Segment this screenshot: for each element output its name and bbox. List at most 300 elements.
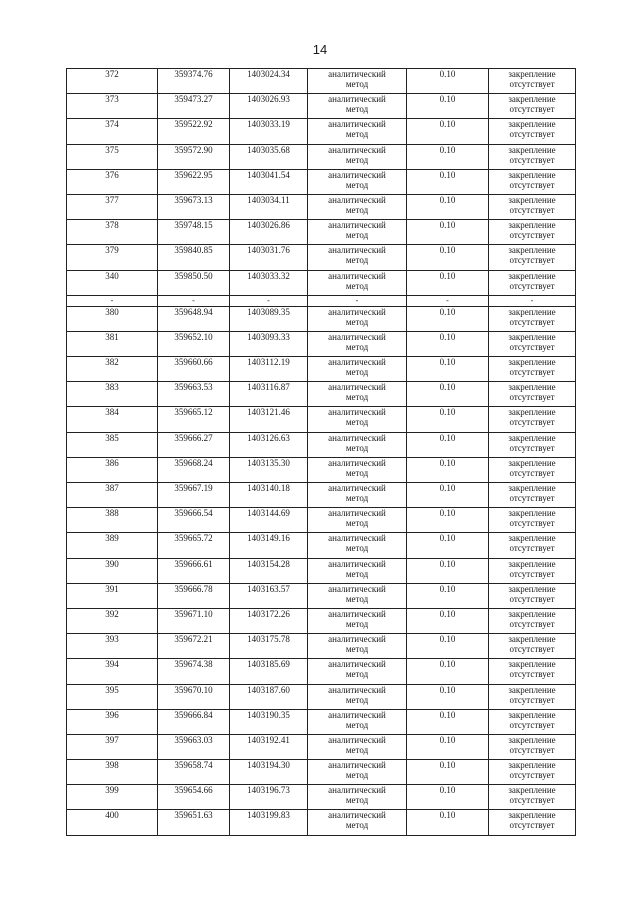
note-line: закрепление (508, 684, 556, 695)
method-cell (308, 432, 407, 457)
fixation-note-cell (489, 457, 576, 482)
table-row (67, 508, 576, 533)
method-line: аналитический (328, 357, 386, 368)
note-line: закрепление (508, 483, 556, 493)
table-row (67, 634, 576, 659)
fixation-note-cell (489, 483, 576, 508)
coord-x-cell: 359673.13 (158, 194, 230, 219)
fixation-note-cell (489, 331, 576, 356)
coord-x-cell: 359622.95 (158, 169, 230, 194)
point-number-cell: 395 (67, 684, 158, 709)
accuracy-cell: 0.10 (407, 69, 489, 94)
method-line: аналитический (328, 483, 386, 493)
note-line: закрепление (508, 659, 556, 670)
coord-y-cell: 1403175.78 (230, 634, 308, 659)
fixation-note-cell (489, 508, 576, 533)
note-line: отсутствует (509, 618, 555, 629)
fixation-note-cell (489, 608, 576, 633)
point-number-cell: 390 (67, 558, 158, 583)
point-number-cell: 372 (67, 69, 158, 94)
note-line: закрепление (508, 382, 556, 393)
fixation-note-cell (489, 558, 576, 583)
table-row (67, 760, 576, 785)
method-line: метод (345, 593, 369, 604)
method-line: аналитический (328, 760, 386, 771)
accuracy-cell: 0.10 (407, 508, 489, 533)
page-number: 14 (312, 42, 328, 57)
note-line: отсутствует (509, 744, 555, 755)
table-row (67, 194, 576, 219)
method-line: метод (345, 568, 369, 579)
note-line: отсутствует (509, 280, 555, 291)
method-line: метод (345, 367, 369, 378)
coord-x-cell: 359665.12 (158, 407, 230, 432)
table-row (67, 306, 576, 331)
accuracy-cell: 0.10 (407, 357, 489, 382)
note-line: закрепление (508, 634, 556, 645)
point-number-cell: 388 (67, 508, 158, 533)
note-line: отсутствует (509, 593, 555, 604)
accuracy-cell: 0.10 (407, 634, 489, 659)
method-line: метод (345, 694, 369, 705)
method-line: метод (345, 467, 369, 478)
note-line: закрепление (508, 508, 556, 519)
method-line: метод (345, 104, 369, 115)
accuracy-cell: 0.10 (407, 810, 489, 835)
coord-y-cell: 1403163.57 (230, 583, 308, 608)
table-row (67, 483, 576, 508)
method-line: метод (345, 719, 369, 730)
method-cell (308, 684, 407, 709)
method-cell (308, 407, 407, 432)
fixation-note-cell (489, 407, 576, 432)
table-row (67, 684, 576, 709)
point-number-cell: 398 (67, 760, 158, 785)
point-number-cell: 383 (67, 382, 158, 407)
method-line: метод (345, 669, 369, 680)
note-line: закрепление (508, 457, 556, 468)
coord-x-cell: 359658.74 (158, 760, 230, 785)
coord-x-cell: 359522.92 (158, 119, 230, 144)
note-line: отсутствует (509, 669, 555, 680)
coord-y-cell: 1403144.69 (230, 508, 308, 533)
coord-x-cell: 359666.78 (158, 583, 230, 608)
accuracy-cell: 0.10 (407, 608, 489, 633)
accuracy-cell: 0.10 (407, 684, 489, 709)
accuracy-cell: 0.10 (407, 785, 489, 810)
point-number-cell: 393 (67, 634, 158, 659)
note-line: закрепление (508, 245, 556, 256)
point-number-cell: 375 (67, 144, 158, 169)
method-cell (308, 194, 407, 219)
note-line: отсутствует (509, 204, 555, 215)
note-line: отсутствует (509, 770, 555, 781)
coord-y-cell: 1403035.68 (230, 144, 308, 169)
method-line: аналитический (328, 533, 386, 544)
accuracy-cell: 0.10 (407, 144, 489, 169)
fixation-note-cell (489, 684, 576, 709)
method-line: аналитический (328, 270, 386, 281)
note-line: отсутствует (509, 568, 555, 579)
point-number-cell: 376 (67, 169, 158, 194)
point-number-cell: 396 (67, 709, 158, 734)
accuracy-cell: 0.10 (407, 119, 489, 144)
point-number-cell: 400 (67, 810, 158, 835)
table-row (67, 608, 576, 633)
note-line: отсутствует (509, 104, 555, 115)
accuracy-cell: 0.10 (407, 760, 489, 785)
method-line: аналитический (328, 608, 386, 619)
fixation-note-cell (489, 357, 576, 382)
note-line: отсутствует (509, 129, 555, 140)
fixation-note-cell (489, 295, 576, 306)
method-line: аналитический (328, 306, 386, 317)
table-row (67, 810, 576, 835)
coord-y-cell: - (230, 295, 308, 306)
method-cell (308, 94, 407, 119)
coord-x-cell: 359672.21 (158, 634, 230, 659)
coord-y-cell: 1403194.30 (230, 760, 308, 785)
accuracy-cell: 0.10 (407, 306, 489, 331)
method-line: метод (345, 770, 369, 781)
note-line: закрепление (508, 407, 556, 418)
table-row (67, 583, 576, 608)
coord-x-cell: 359748.15 (158, 220, 230, 245)
point-number-cell: 389 (67, 533, 158, 558)
accuracy-cell: 0.10 (407, 331, 489, 356)
coord-x-cell: 359840.85 (158, 245, 230, 270)
coordinates-table (66, 68, 576, 836)
note-line: отсутствует (509, 719, 555, 730)
fixation-note-cell (489, 432, 576, 457)
fixation-note-cell (489, 634, 576, 659)
fixation-note-cell (489, 785, 576, 810)
note-line: закрепление (508, 533, 556, 544)
accuracy-cell: 0.10 (407, 659, 489, 684)
accuracy-cell: 0.10 (407, 583, 489, 608)
coord-y-cell: 1403187.60 (230, 684, 308, 709)
method-cell (308, 508, 407, 533)
method-line: аналитический (328, 432, 386, 443)
table-row (67, 709, 576, 734)
note-line: отсутствует (509, 820, 555, 831)
fixation-note-cell (489, 144, 576, 169)
fixation-note-cell (489, 533, 576, 558)
method-line: аналитический (328, 457, 386, 468)
coord-x-cell: 359374.76 (158, 69, 230, 94)
coord-x-cell: 359663.03 (158, 734, 230, 759)
coord-x-cell: 359663.53 (158, 382, 230, 407)
coord-y-cell: 1403034.11 (230, 194, 308, 219)
point-number-cell: 374 (67, 119, 158, 144)
coord-x-cell: 359670.10 (158, 684, 230, 709)
coord-y-cell: 1403112.19 (230, 357, 308, 382)
coord-x-cell: 359671.10 (158, 608, 230, 633)
method-line: метод (345, 392, 369, 403)
coord-x-cell: 359651.63 (158, 810, 230, 835)
note-line: закрепление (508, 432, 556, 443)
point-number-cell: 379 (67, 245, 158, 270)
coord-y-cell: 1403149.16 (230, 533, 308, 558)
table-row (67, 785, 576, 810)
coord-x-cell: 359666.27 (158, 432, 230, 457)
point-number-cell: 386 (67, 457, 158, 482)
method-line: метод (345, 618, 369, 629)
method-line: метод (345, 417, 369, 428)
method-cell (308, 734, 407, 759)
method-line: метод (345, 341, 369, 352)
note-line: отсутствует (509, 179, 555, 190)
note-line: закрепление (508, 583, 556, 594)
coord-y-cell: 1403026.93 (230, 94, 308, 119)
accuracy-cell: 0.10 (407, 194, 489, 219)
coord-x-cell: 359667.19 (158, 483, 230, 508)
point-number-cell: 394 (67, 659, 158, 684)
note-line: - (530, 295, 534, 305)
fixation-note-cell (489, 119, 576, 144)
method-line: аналитический (328, 634, 386, 645)
table-row (67, 457, 576, 482)
method-line: метод (345, 280, 369, 291)
coord-x-cell: - (158, 295, 230, 306)
method-cell (308, 810, 407, 835)
method-line: метод (345, 493, 369, 503)
method-line: аналитический (328, 245, 386, 256)
fixation-note-cell (489, 659, 576, 684)
method-cell (308, 659, 407, 684)
note-line: закрепление (508, 357, 556, 368)
coord-y-cell: 1403140.18 (230, 483, 308, 508)
note-line: отсутствует (509, 341, 555, 352)
method-line: метод (345, 179, 369, 190)
coord-y-cell: 1403026.86 (230, 220, 308, 245)
coord-y-cell: 1403196.73 (230, 785, 308, 810)
coord-y-cell: 1403033.32 (230, 270, 308, 295)
method-cell (308, 295, 407, 306)
method-line: аналитический (328, 508, 386, 519)
note-line: закрепление (508, 558, 556, 569)
method-line: аналитический (328, 220, 386, 231)
method-line: аналитический (328, 684, 386, 695)
method-line: аналитический (328, 194, 386, 205)
note-line: закрепление (508, 785, 556, 796)
method-cell (308, 709, 407, 734)
fixation-note-cell (489, 583, 576, 608)
table-row (67, 144, 576, 169)
coord-y-cell: 1403192.41 (230, 734, 308, 759)
coord-y-cell: 1403033.19 (230, 119, 308, 144)
note-line: отсутствует (509, 255, 555, 266)
method-line: аналитический (328, 785, 386, 796)
note-line: отсутствует (509, 230, 555, 241)
method-line: метод (345, 442, 369, 453)
coord-x-cell: 359666.84 (158, 709, 230, 734)
method-line: метод (345, 154, 369, 165)
note-line: отсутствует (509, 644, 555, 655)
point-number-cell: 340 (67, 270, 158, 295)
method-line: аналитический (328, 69, 386, 79)
note-line: закрепление (508, 734, 556, 745)
method-line: метод (345, 543, 369, 554)
note-line: закрепление (508, 306, 556, 317)
coord-x-cell: 359666.54 (158, 508, 230, 533)
method-cell (308, 357, 407, 382)
coord-x-cell: 359674.38 (158, 659, 230, 684)
coord-x-cell: 359473.27 (158, 94, 230, 119)
point-number-cell: 381 (67, 331, 158, 356)
note-line: закрепление (508, 144, 556, 155)
note-line: отсутствует (509, 442, 555, 453)
accuracy-cell: 0.10 (407, 94, 489, 119)
fixation-note-cell (489, 194, 576, 219)
point-number-cell: 397 (67, 734, 158, 759)
method-line: метод (345, 644, 369, 655)
accuracy-cell: 0.10 (407, 407, 489, 432)
method-cell (308, 331, 407, 356)
note-line: закрепление (508, 331, 556, 342)
point-number-cell: 384 (67, 407, 158, 432)
table-row (67, 407, 576, 432)
fixation-note-cell (489, 306, 576, 331)
method-cell (308, 169, 407, 194)
accuracy-cell: 0.10 (407, 457, 489, 482)
method-cell (308, 483, 407, 508)
method-line: метод (345, 230, 369, 241)
coord-y-cell: 1403185.69 (230, 659, 308, 684)
fixation-note-cell (489, 382, 576, 407)
table-row (67, 659, 576, 684)
coord-y-cell: 1403116.87 (230, 382, 308, 407)
method-cell (308, 220, 407, 245)
note-line: отсутствует (509, 79, 555, 89)
coord-x-cell: 359665.72 (158, 533, 230, 558)
coord-y-cell: 1403121.46 (230, 407, 308, 432)
coord-x-cell: 359648.94 (158, 306, 230, 331)
fixation-note-cell (489, 734, 576, 759)
accuracy-cell: 0.10 (407, 709, 489, 734)
note-line: закрепление (508, 69, 556, 79)
table-row (67, 558, 576, 583)
note-line: отсутствует (509, 493, 555, 503)
method-cell (308, 583, 407, 608)
note-line: закрепление (508, 194, 556, 205)
method-line: аналитический (328, 144, 386, 155)
coord-y-cell: 1403031.76 (230, 245, 308, 270)
coord-x-cell: 359660.66 (158, 357, 230, 382)
method-cell (308, 457, 407, 482)
method-cell (308, 634, 407, 659)
accuracy-cell: 0.10 (407, 533, 489, 558)
note-line: закрепление (508, 709, 556, 720)
table-body (67, 69, 576, 836)
table-separator-row (67, 295, 576, 306)
note-line: отсутствует (509, 417, 555, 428)
fixation-note-cell (489, 270, 576, 295)
accuracy-cell: 0.10 (407, 432, 489, 457)
coord-x-cell: 359654.66 (158, 785, 230, 810)
method-line: метод (345, 795, 369, 806)
note-line: закрепление (508, 94, 556, 105)
method-line: метод (345, 255, 369, 266)
point-number-cell: 373 (67, 94, 158, 119)
method-cell (308, 608, 407, 633)
coord-x-cell: 359850.50 (158, 270, 230, 295)
method-line: метод (345, 129, 369, 140)
accuracy-cell: 0.10 (407, 558, 489, 583)
note-line: закрепление (508, 119, 556, 130)
fixation-note-cell (489, 220, 576, 245)
accuracy-cell: 0.10 (407, 270, 489, 295)
method-line: аналитический (328, 558, 386, 569)
note-line: отсутствует (509, 367, 555, 378)
fixation-note-cell (489, 810, 576, 835)
note-line: закрепление (508, 169, 556, 180)
method-line: метод (345, 79, 369, 89)
table-row (67, 331, 576, 356)
coord-y-cell: 1403199.83 (230, 810, 308, 835)
table-row (67, 94, 576, 119)
table-row (67, 245, 576, 270)
table-row (67, 533, 576, 558)
method-line: метод (345, 316, 369, 327)
method-cell (308, 69, 407, 94)
point-number-cell: 382 (67, 357, 158, 382)
accuracy-cell: 0.10 (407, 220, 489, 245)
table-row (67, 357, 576, 382)
coord-x-cell: 359652.10 (158, 331, 230, 356)
coord-y-cell: 1403135.30 (230, 457, 308, 482)
fixation-note-cell (489, 709, 576, 734)
method-line: аналитический (328, 734, 386, 745)
method-cell (308, 144, 407, 169)
accuracy-cell: 0.10 (407, 734, 489, 759)
note-line: отсутствует (509, 694, 555, 705)
method-line: аналитический (328, 583, 386, 594)
method-line: аналитический (328, 331, 386, 342)
table-row (67, 734, 576, 759)
method-line: аналитический (328, 810, 386, 821)
method-line: метод (345, 820, 369, 831)
note-line: отсутствует (509, 392, 555, 403)
note-line: закрепление (508, 270, 556, 281)
method-cell (308, 245, 407, 270)
table-row (67, 270, 576, 295)
point-number-cell: 392 (67, 608, 158, 633)
coord-y-cell: 1403024.34 (230, 69, 308, 94)
method-line: - (355, 295, 359, 305)
fixation-note-cell (489, 94, 576, 119)
coord-y-cell: 1403126.63 (230, 432, 308, 457)
table-row (67, 220, 576, 245)
point-number-cell: 399 (67, 785, 158, 810)
fixation-note-cell (489, 760, 576, 785)
point-number-cell: 385 (67, 432, 158, 457)
note-line: отсутствует (509, 316, 555, 327)
method-line: аналитический (328, 709, 386, 720)
point-number-cell: 387 (67, 483, 158, 508)
accuracy-cell: 0.10 (407, 483, 489, 508)
table-row (67, 169, 576, 194)
method-cell (308, 270, 407, 295)
method-line: метод (345, 518, 369, 529)
coord-y-cell: 1403172.26 (230, 608, 308, 633)
coord-x-cell: 359572.90 (158, 144, 230, 169)
method-cell (308, 119, 407, 144)
method-line: аналитический (328, 659, 386, 670)
coord-y-cell: 1403190.35 (230, 709, 308, 734)
method-cell (308, 533, 407, 558)
note-line: отсутствует (509, 518, 555, 529)
